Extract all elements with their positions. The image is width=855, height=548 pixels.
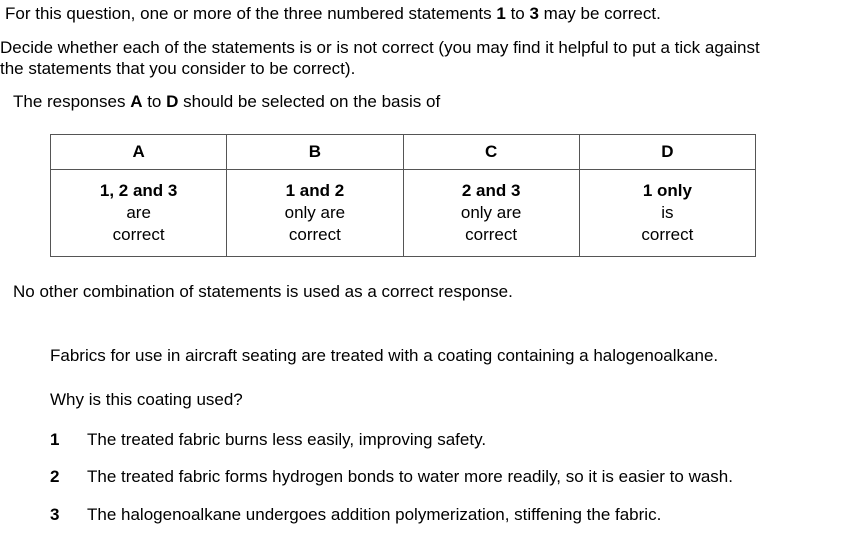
cell-line: is [661, 203, 674, 222]
cell-line: 1, 2 and 3 [99, 181, 178, 200]
cell-line: only are [284, 203, 346, 222]
instruction-line-1 [5, 4, 661, 24]
instruction-line-4 [13, 92, 440, 112]
table-header-cell: A [51, 135, 227, 170]
cell-line: correct [112, 225, 165, 244]
cell-line: only are [460, 203, 522, 222]
statement-number-bold: 1 [496, 4, 506, 23]
table-cell [51, 170, 227, 257]
cell-line: correct [465, 225, 518, 244]
response-key-table [50, 134, 756, 257]
cell-line: correct [641, 225, 694, 244]
cell-line: 1 and 2 [285, 181, 345, 200]
question-ask: Why is this coating used? [50, 390, 243, 409]
table-header-cell: B [227, 135, 403, 170]
table-cell [403, 170, 579, 257]
instruction-text: The responses [13, 92, 131, 111]
statement-number-bold: 3 [529, 4, 539, 23]
cell-line: correct [288, 225, 341, 244]
table-header-row [51, 135, 756, 170]
table-cell [579, 170, 755, 257]
statement-number: 1 [50, 430, 60, 449]
instruction-text: to [505, 4, 530, 23]
response-letter-bold: D [166, 92, 179, 111]
instruction-text: should be selected on the basis of [178, 92, 441, 111]
statement-text: The halogenoalkane undergoes addition polymerization, stiffening the fabric. [87, 505, 662, 524]
combination-note: No other combination of statements is used as a correct response. [13, 282, 513, 301]
cell-line: 2 and 3 [461, 181, 521, 200]
table-cell [227, 170, 403, 257]
table-row [51, 170, 756, 257]
statement-text: The treated fabric forms hydrogen bonds to water more readily, so it is easier to wash. [87, 467, 733, 486]
instruction-text: to [142, 92, 167, 111]
statement-number: 2 [50, 467, 60, 486]
statement-number: 3 [50, 505, 60, 524]
cell-line: 1 only [642, 181, 692, 200]
instruction-line-2: Decide whether each of the statements is or is not correct (you may find it helpful to put a tick against [0, 38, 760, 57]
instruction-line-3: the statements that you consider to be correct). [0, 59, 356, 78]
statement-text: The treated fabric burns less easily, improving safety. [87, 430, 487, 449]
response-letter-bold: A [130, 92, 143, 111]
cell-line: are [126, 203, 151, 222]
table-header-cell: D [579, 135, 755, 170]
instruction-text: may be correct. [538, 4, 661, 23]
instruction-text: For this question, one or more of the three numbered statements [5, 4, 497, 23]
question-stem: Fabrics for use in aircraft seating are treated with a coating containing a halogenoalkane. [50, 346, 719, 365]
table-header-cell: C [403, 135, 579, 170]
